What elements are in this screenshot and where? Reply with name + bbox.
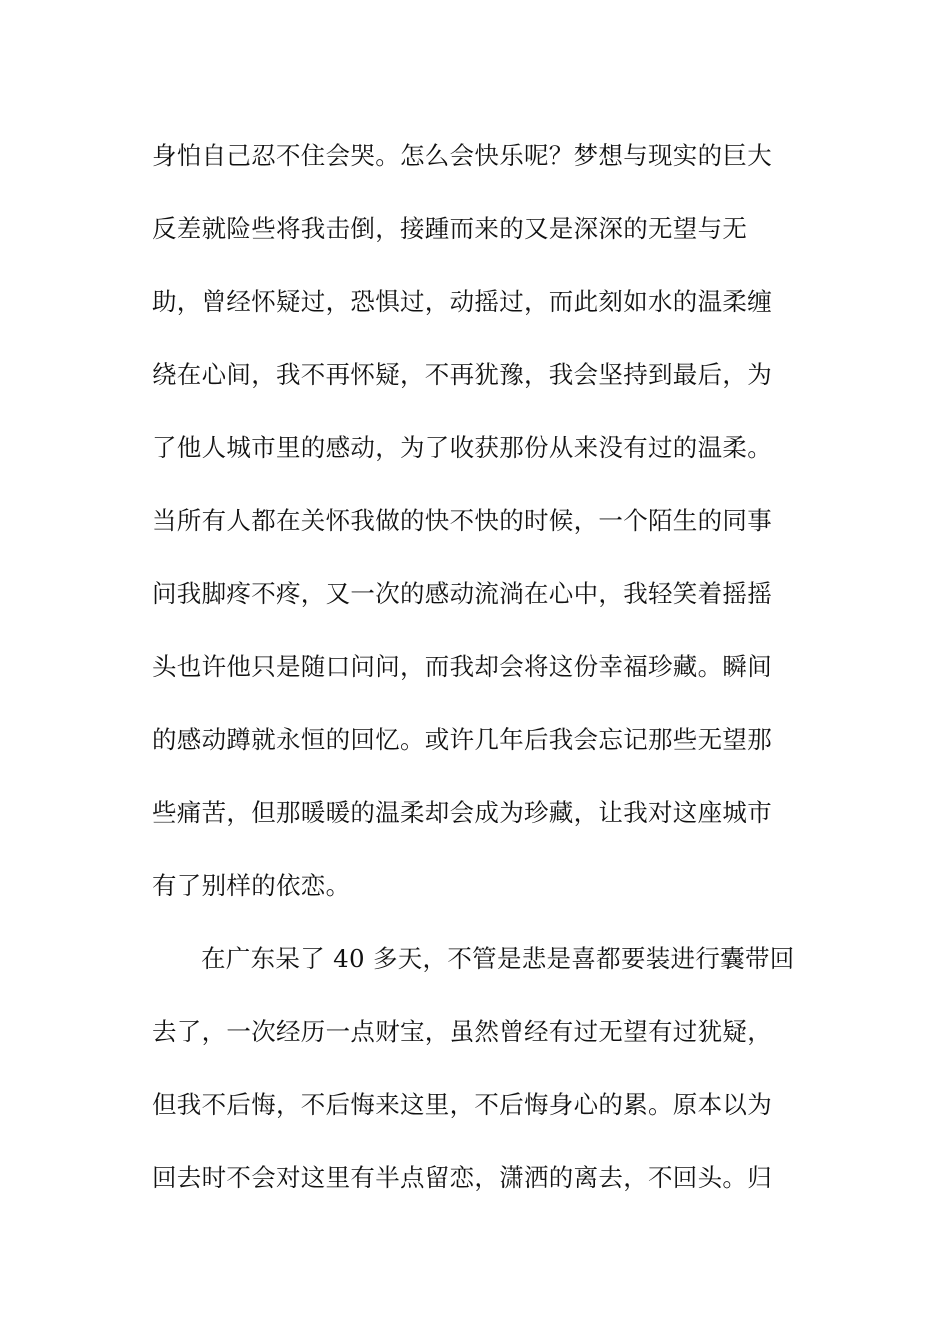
body-text: [152, 130, 812, 1225]
text-line: 助，曾经怀疑过，恐惧过，动摇过，而此刻如水的温柔缠: [152, 287, 772, 316]
text-line: 绕在心间，我不再怀疑，不再犹豫，我会坚持到最后，为: [152, 360, 772, 389]
text-line: 身怕自己忍不住会哭。怎么会快乐呢？梦想与现实的巨大: [152, 141, 772, 170]
text-line: 回去时不会对这里有半点留恋，潇洒的离去，不回头。归: [152, 1163, 772, 1192]
text-line: 在广东呆了 40 多天，不管是悲是喜都要装进行囊带回: [201, 944, 795, 973]
text-line: 当所有人都在关怀我做的快不快的时候，一个陌生的同事: [152, 506, 772, 535]
text-line: 的感动蹲就永恒的回忆。或许几年后我会忘记那些无望那: [152, 725, 772, 754]
paragraph: [152, 933, 812, 1225]
text-line: 去了，一次经历一点财宝，虽然曾经有过无望有过犹疑，: [152, 1017, 772, 1046]
text-line: 头也许他只是随口问问，而我却会将这份幸福珍藏。瞬间: [152, 652, 772, 681]
text-line: 反差就险些将我击倒，接踵而来的又是深深的无望与无: [152, 214, 748, 243]
text-line: 有了别样的依恋。: [152, 871, 351, 900]
text-line: 但我不后悔，不后悔来这里，不后悔身心的累。原本以为: [152, 1090, 772, 1119]
paragraph: [152, 130, 812, 933]
text-line: 了他人城市里的感动，为了收获那份从来没有过的温柔。: [152, 433, 772, 462]
text-line: 些痛苦，但那暖暖的温柔却会成为珍藏，让我对这座城市: [152, 798, 772, 827]
text-line: 问我脚疼不疼，又一次的感动流淌在心中，我轻笑着摇摇: [152, 579, 772, 608]
